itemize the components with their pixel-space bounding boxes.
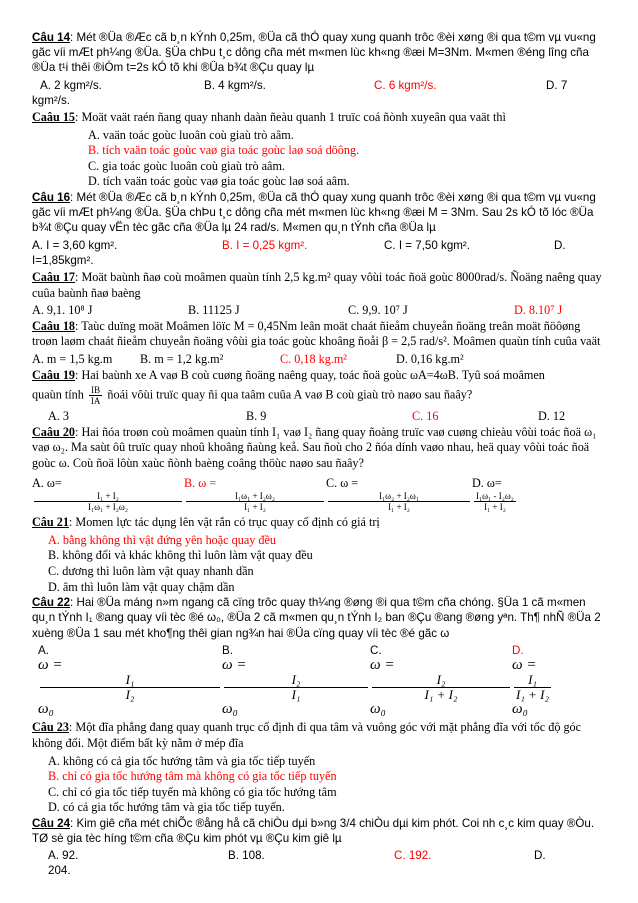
fraction-denominator: I₁ + I₂ — [484, 502, 506, 513]
answer-d[interactable]: D. có cả gia tốc hướng tâm và gia tốc tiếp tuyến. — [48, 800, 285, 815]
answer-d[interactable]: D. — [554, 238, 566, 252]
formula-omega: ω₀ — [222, 701, 238, 718]
answer-c-correct[interactable]: C. 0,18 kg.m² — [280, 351, 347, 366]
fraction-numerator: I₂ — [224, 673, 368, 688]
fraction-denominator: I₁ + I₂ — [516, 687, 549, 703]
answer-d[interactable]: D. 0,16 kg.m² — [396, 351, 464, 366]
fraction-denominator: I₂ — [125, 687, 135, 703]
formula-fraction — [328, 491, 470, 512]
answer-b[interactable]: B. 108. — [228, 849, 265, 863]
answer-c[interactable] — [326, 476, 472, 513]
answer-a[interactable]: A. 9,1. 10⁸ J — [32, 303, 93, 318]
answer-d-correct[interactable] — [512, 643, 553, 718]
answer-row — [32, 352, 606, 368]
formula-lhs: ω = — [222, 656, 247, 673]
answer-row — [32, 643, 606, 718]
answer-label: C. — [370, 643, 382, 657]
fraction-numerator: I₁ — [40, 673, 220, 688]
fraction-numerator: I₁ω₁ - I₂ω₂ — [476, 491, 514, 502]
formula-lhs: ω = — [370, 656, 395, 673]
formula-omega: ω₀ — [512, 701, 528, 718]
question-label: Caâu 19 — [32, 367, 76, 382]
answer-c-correct[interactable]: C. 192. — [394, 849, 432, 863]
question-15 — [32, 110, 606, 126]
fraction-denominator: I₁ — [291, 687, 301, 703]
exam-page — [32, 30, 606, 881]
question-text: : Mét ®Üa ®Æc cã b¸n kÝnh 0,25m, ®Üa cã thÓ quay xung quanh trôc ®èi xøng ®i qua t©m vµ vu«ng gãc víi mÆt ph¼ng ®Üa. §Üa chÞu t¸c dông cña mét m«men lùc kh«ng ®æi M=3Nm. M«men ®éng lîng cña ®Üa t¹i thêi ®iÓm t=2s kÓ tõ khi ®Üa b¾t ®Çu quay lµ — [32, 31, 596, 75]
answer-c[interactable]: C. 9,9. 10⁷ J — [348, 303, 408, 318]
formula-omega: ω₀ — [370, 701, 386, 718]
answer-row — [32, 303, 606, 319]
question-text: quaùn tính — [32, 387, 84, 402]
answer-b-correct[interactable]: B. I = 0,25 kgm². — [222, 238, 308, 252]
answer-d-continued: I=1,85kgm². — [32, 253, 94, 267]
question-text: : Momen lực tác dụng lên vật rắn có trục quay cố định có giá trị — [68, 515, 380, 530]
formula-fraction — [40, 673, 220, 702]
formula-fraction — [186, 491, 324, 512]
answer-c-correct[interactable]: C. 16 — [412, 409, 439, 424]
question-19 — [32, 368, 606, 384]
answer-d[interactable]: D. 12 — [538, 409, 566, 424]
fraction-denominator: I₁ω₁ + I₂ω₂ — [88, 502, 128, 513]
fraction-numerator: IB — [89, 385, 103, 396]
answer-b[interactable]: B. không đổi và khác không thì luôn làm vật quay đều — [48, 548, 313, 563]
answer-c-correct[interactable]: C. 6 kgm²/s. — [374, 78, 437, 92]
question-label: Caâu 20 — [32, 424, 76, 439]
answer-d[interactable]: D. tích vaän toác goùc vaø gia toác goùc laø soá aâm. — [88, 174, 350, 189]
question-18 — [32, 319, 606, 350]
formula-omega: ω₀ — [38, 701, 54, 718]
question-24 — [32, 816, 606, 846]
answer-b[interactable]: B. 9 — [246, 409, 267, 424]
answer-b[interactable] — [222, 643, 370, 718]
answer-d-continued: 204. — [48, 864, 71, 878]
formula-fraction — [514, 673, 551, 702]
answer-label: D. ω= — [472, 475, 502, 490]
answer-d[interactable]: D. âm thì luôn làm vật quay chậm dần — [48, 579, 235, 594]
formula-fraction — [474, 491, 516, 512]
answer-c[interactable]: C. I = 7,50 kgm². — [384, 238, 471, 252]
question-19-line2 — [32, 385, 606, 406]
fraction-numerator: I₁ + I₂ — [34, 491, 182, 502]
answer-a[interactable]: A. 3 — [48, 409, 69, 424]
formula-fraction — [34, 491, 182, 512]
question-label: Caâu 15 — [32, 110, 76, 125]
answer-row — [32, 409, 606, 425]
answer-a-correct[interactable]: A. bằng không thì vật đứng yên hoặc quay đều — [48, 532, 276, 547]
question-text: : Mét ®Üa ®Æc cã b¸n kÝnh 0,25m, ®Üa cã thÓ quay xung quanh trôc ®èi xøng ®i qua t©m vµ vu«ng gãc víi mÆt ph¼ng ®Üa. §Üa chÞu t¸c dông cña mét m«men lùc kh«ng ®æi M = 3Nm. Sau 2s kÓ tõ lóc ®Üa b¾t ®Çu quay vËn tèc gãc cña ®Üa lµ 24 rad/s. M«men qu¸n tÝnh cña ®Üa lµ — [32, 190, 596, 235]
answer-row — [32, 476, 606, 513]
answer-b[interactable]: B. 11125 J — [188, 303, 240, 318]
question-label: Câu 22 — [32, 596, 71, 610]
answer-row — [32, 848, 606, 863]
answer-a[interactable]: A. 92. — [48, 849, 79, 863]
question-14 — [32, 30, 606, 76]
formula-lhs: ω = — [512, 656, 537, 673]
question-label: Câu 21 — [32, 515, 69, 530]
question-text: ñoái vôùi truïc quay ñi qua taâm cuûa A vaø B coù giaù trò naøo sau ñaây? — [107, 387, 473, 402]
answer-a[interactable]: A. vaän toác goùc luoân coù giaù trò aâm. — [88, 127, 294, 142]
question-label: Câu 24 — [32, 816, 71, 830]
answer-a[interactable]: A. I = 3,60 kgm². — [32, 238, 118, 252]
fraction-denominator: I₁ + I₂ — [388, 502, 410, 513]
fraction-denominator: I₁ + I₂ — [424, 687, 458, 703]
question-23 — [32, 720, 606, 751]
answer-label: A. ω= — [32, 475, 62, 490]
answer-d[interactable]: D. — [534, 849, 546, 863]
answer-row — [32, 238, 606, 253]
answer-d-correct[interactable]: D. 8.10⁷ J — [514, 303, 563, 318]
fraction-numerator: I₂ — [372, 673, 510, 688]
answer-label: A. — [38, 643, 49, 657]
question-20 — [32, 425, 606, 472]
answer-d[interactable] — [472, 476, 518, 513]
answer-b[interactable]: B. m = 1,2 kg.m² — [140, 351, 224, 366]
question-21 — [32, 515, 606, 531]
question-label: Caâu 17 — [32, 270, 76, 284]
question-22 — [32, 595, 606, 641]
question-label: Caâu 18 — [32, 318, 76, 333]
inertia-ratio-fraction — [89, 385, 103, 406]
answer-d[interactable]: D. 7 — [546, 78, 568, 92]
question-text: : Moät vaät raén ñang quay nhanh daàn ñeàu quanh 1 truïc coá ñònh xuyeân qua vaät thì — [75, 110, 506, 125]
question-text: : Taùc duïng moät Moâmen löïc M = 0,45Nm leân moät chaát ñieåm chuyeån ñoäng treân moät ñöôøng troøn laøm chaát ñieåm chuyeån ñoäng vôùi gia toác goùc khoâng ñoåi β = 2,5 rad/s². Moâmen quaùn tính cuûa vaät — [32, 318, 601, 349]
question-text: : Moät baùnh ñaø coù moâmen quaùn tính 2,5 kg.m² quay vôùi toác ñoä goùc 8000rad/s. Ñoäng naêng quay cuûa baùnh ñaø baèng — [32, 270, 602, 300]
answer-a[interactable] — [32, 643, 222, 718]
answer-label: D. — [512, 643, 524, 657]
question-label: Câu 23 — [32, 720, 69, 735]
answer-b[interactable]: B. 4 kgm²/s. — [204, 78, 266, 92]
formula-fraction — [372, 673, 510, 702]
question-label: Câu 16 — [32, 190, 71, 204]
answer-label: C. ω = — [326, 475, 359, 490]
answer-label: B. ω = — [184, 475, 217, 490]
question-label: Câu 14 — [32, 31, 71, 44]
answer-label: B. — [222, 643, 233, 657]
answer-a[interactable]: A. không có cả gia tốc hướng tâm và gia tốc tiếp tuyến — [48, 753, 316, 768]
question-text: : Kim giê cña mét chiÕc ®ång hå cã chiÒu dµi b»ng 3/4 chiÒu dµi kim phót. Coi nh c¸c kim quay ®Òu. TØ sè gia tèc híng t©m cña ®Çu kim phót vµ ®Çu kim giê lµ — [32, 816, 595, 846]
answer-b-correct[interactable] — [184, 476, 326, 513]
answer-c[interactable]: C. gia toác goùc luoân coù giaù trò aâm. — [88, 158, 285, 173]
question-text: : Hai ®Üa máng n»m ngang cã cïng trôc quay th¼ng ®øng ®i qua t©m cña chóng. §Üa 1 cã m«men qu¸n tÝnh I₁ ®ang quay víi tèc ®é ω₀, ®Üa 2 cã m«men qu¸n tÝnh I₂ ban ®Çu ®ang ®øng yªn. Th¶ nhÑ ®Üa 2 xuèng ®Üa 1 sau mét kho¶ng thêi gian ng¾n hai ®Üa cïng quay víi tèc ®é gãc ω — [32, 596, 601, 640]
formula-lhs: ω = — [38, 656, 63, 673]
answer-d-continued: kgm²/s. — [32, 93, 71, 107]
answer-row — [32, 78, 606, 93]
fraction-numerator: I₁ — [514, 673, 551, 688]
fraction-denominator: I₁ + I₂ — [244, 502, 266, 513]
answer-b-correct[interactable]: B. chỉ có gia tốc hướng tâm mà không có gia tốc tiếp tuyến — [48, 769, 337, 784]
formula-fraction — [224, 673, 368, 702]
answer-c[interactable]: C. chỉ có gia tốc tiếp tuyến mà không có gia tốc hướng tâm — [48, 784, 337, 799]
answer-b-correct[interactable]: B. tích vaän toác goùc vaø gia toác goùc laø soá döông. — [88, 143, 360, 158]
answer-c[interactable]: C. dương thì luôn làm vật quay nhanh dần — [48, 563, 254, 578]
answer-a[interactable]: A. 2 kgm²/s. — [40, 78, 102, 92]
question-text: : Một đĩa phẳng đang quay quanh trục cố định đi qua tâm và vuông góc với mặt phẳng đĩa với tốc độ góc không đổi. Một điểm bất kỳ nằm ở mép đĩa — [32, 720, 582, 750]
fraction-numerator: I₁ω₂ + I₂ω₁ — [328, 491, 470, 502]
question-17 — [32, 270, 606, 301]
question-text: : Hai ñóa troøn coù moâmen quaùn tính I₁ vaø I₂ ñang quay ñoàng truïc vaø cuøng chieàu vôùi toác ñoä ω₁ vaø ω₂. Ma saùt ôû truïc quay nhoû khoâng ñaùng keå. Sau ñoù cho 2 ñóa dính vaøo nhau, heä quay vôùi toác ñoä goùc ω. Coù ñoä lôùn xaùc ñònh baèng coâng thöùc naøo sau ñaây? — [32, 424, 597, 470]
answer-a[interactable]: A. m = 1,5 kg.m — [32, 351, 113, 366]
fraction-denominator: IA — [90, 396, 101, 407]
fraction-numerator: I₁ω₁ + I₂ω₂ — [186, 491, 324, 502]
answer-c[interactable] — [370, 643, 512, 718]
question-text: : Hai baùnh xe A vaø B coù cuøng ñoäng naêng quay, toác ñoä goùc ωA=4ωB. Tyû soá moâmen — [75, 367, 545, 382]
question-16 — [32, 190, 606, 236]
answer-a[interactable] — [32, 476, 184, 513]
